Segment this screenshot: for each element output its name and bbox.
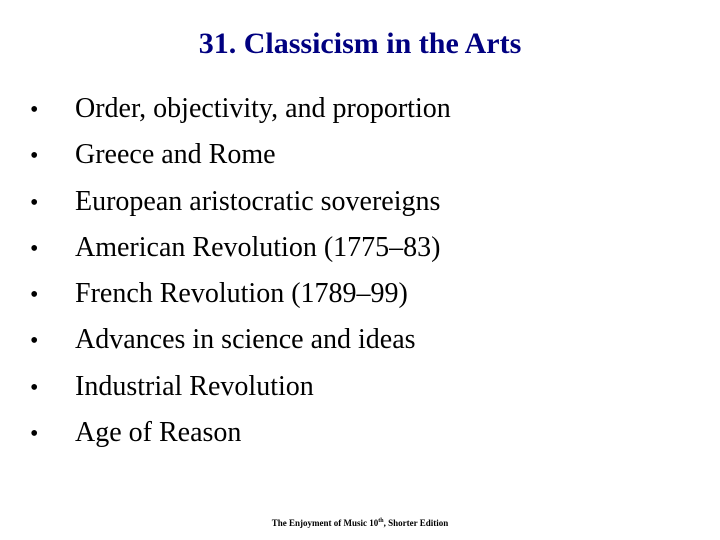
footer-text: The Enjoyment of Music 10: [271, 518, 379, 528]
bullet-text: Industrial Revolution: [75, 370, 314, 402]
bullet-text: European aristocratic sovereigns: [75, 185, 441, 217]
bullet-item: [30, 410, 690, 456]
bullet-item: [30, 132, 690, 178]
bullet-item: [30, 86, 690, 132]
bullet-text: Advances in science and ideas: [75, 324, 416, 356]
bullet-item: [30, 364, 690, 410]
bullet-text: Age of Reason: [75, 417, 242, 449]
bullet-text: Order, objectivity, and proportion: [75, 93, 451, 124]
bullet-icon: •: [30, 143, 39, 170]
footer-superscript: th: [378, 518, 384, 524]
bullet-icon: •: [30, 328, 39, 355]
slide-footer: [0, 517, 720, 529]
bullet-item: [30, 317, 690, 363]
bullet-item: [30, 179, 690, 225]
bullet-icon: •: [30, 374, 39, 401]
bullet-icon: •: [30, 421, 39, 448]
bullet-icon: •: [30, 97, 39, 123]
bullet-text: French Revolution (1789–99): [75, 278, 408, 310]
bullet-item: [30, 225, 690, 271]
bullet-icon: •: [30, 235, 39, 262]
bullet-item: [30, 271, 690, 317]
footer-text-end: , Shorter Edition: [383, 518, 449, 528]
bullet-text: Greece and Rome: [75, 139, 276, 171]
bullet-text: American Revolution (1775–83): [75, 231, 441, 263]
slide-title: 31. Classicism in the Arts: [198, 27, 522, 60]
bullet-icon: •: [30, 282, 39, 309]
bullet-list: [30, 86, 690, 456]
bullet-icon: •: [30, 189, 39, 216]
